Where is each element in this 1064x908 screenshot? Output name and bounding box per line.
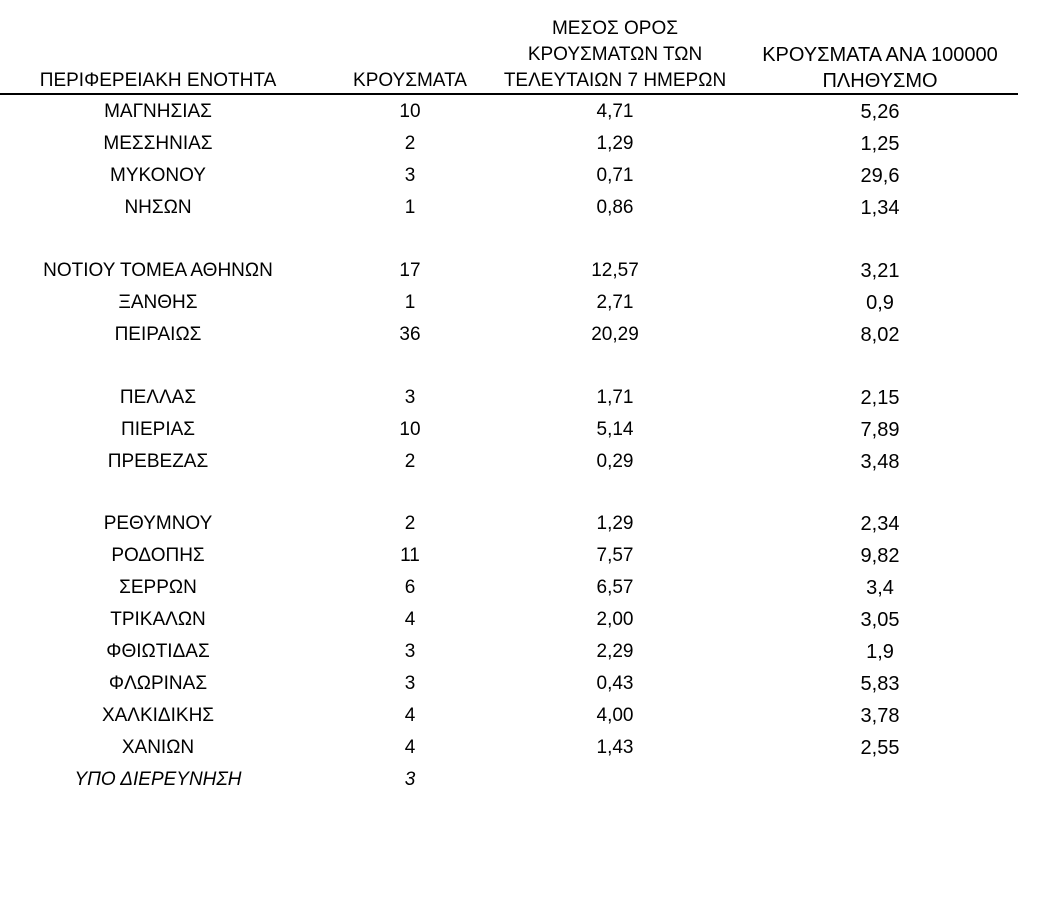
cell-avg7: 0,29: [596, 451, 634, 472]
cell-per100k: 3,4: [866, 577, 894, 599]
header-divider: [0, 93, 1018, 95]
cell-avg7: 1,29: [596, 133, 634, 154]
table-row: [0, 96, 1064, 128]
cell-per100k: 3,78: [860, 705, 900, 727]
cell-cases: 10: [399, 101, 421, 122]
cell-per100k: 2,55: [860, 737, 900, 759]
table-row-under-investigation: [0, 764, 1064, 796]
cell-cases: 1: [404, 292, 416, 313]
cell-region: ΝΗΣΩΝ: [124, 197, 192, 218]
cell-per100k: 0,9: [866, 292, 894, 314]
cell-avg7: 0,43: [596, 673, 634, 694]
cell-region: ΜΑΓΝΗΣΙΑΣ: [104, 101, 212, 122]
cell-cases: 10: [399, 419, 421, 440]
cell-avg7: 2,71: [596, 292, 634, 313]
header-per100k-line1: ΚΡΟΥΣΜΑΤΑ ΑΝΑ 100000: [762, 44, 998, 66]
table-row: [0, 732, 1064, 764]
table-row: [0, 319, 1064, 351]
table-row: [0, 540, 1064, 572]
table-row: [0, 700, 1064, 732]
cell-avg7: 1,71: [596, 387, 634, 408]
cell-cases: 3: [404, 673, 416, 694]
header-per100k-line2: ΠΛΗΘΥΣΜΟ: [822, 70, 938, 92]
cell-avg7: 0,71: [596, 165, 634, 186]
cell-avg7: 4,00: [596, 705, 634, 726]
cell-region: ΤΡΙΚΑΛΩΝ: [110, 609, 206, 630]
cell-per100k: 5,83: [860, 673, 900, 695]
cell-avg7: 1,29: [596, 513, 634, 534]
cell-cases: 4: [404, 609, 416, 630]
table-row: [0, 414, 1064, 446]
header-avg7: [490, 16, 740, 94]
cell-avg7: 1,43: [596, 737, 634, 758]
cell-per100k: 5,26: [860, 101, 900, 123]
cell-avg7: 6,57: [596, 577, 634, 598]
cell-avg7: 0,86: [596, 197, 634, 218]
table-row: [0, 382, 1064, 414]
cell-region: ΠΕΛΛΑΣ: [119, 387, 197, 408]
cell-cases: 4: [404, 737, 416, 758]
cell-cases: 4: [404, 705, 416, 726]
cell-cases: 11: [400, 545, 420, 566]
cell-per100k: 2,15: [860, 387, 900, 409]
cell-region: ΣΕΡΡΩΝ: [119, 577, 197, 598]
cell-region: ΜΥΚΟΝΟΥ: [110, 165, 206, 186]
cell-cases: 3: [404, 769, 416, 790]
cell-avg7: 7,57: [596, 545, 634, 566]
header-avg7-line3: ΤΕΛΕΥΤΑΙΩΝ 7 ΗΜΕΡΩΝ: [503, 70, 727, 91]
cell-cases: 6: [404, 577, 416, 598]
cell-region: ΧΑΛΚΙΔΙΚΗΣ: [101, 705, 215, 726]
cell-per100k: 9,82: [860, 545, 900, 567]
cell-region: ΥΠΟ ΔΙΕΡΕΥΝΗΣΗ: [74, 769, 242, 790]
table-row: [0, 192, 1064, 224]
cell-avg7: 2,29: [596, 641, 634, 662]
table-row: [0, 128, 1064, 160]
table-header: [0, 0, 1064, 94]
cell-per100k: 2,34: [860, 513, 900, 535]
table-row: [0, 287, 1064, 319]
cell-avg7: 20,29: [591, 324, 639, 345]
table-row: [0, 668, 1064, 700]
cell-per100k: 3,21: [860, 260, 900, 282]
cell-cases: 3: [404, 641, 416, 662]
cell-cases: 1: [404, 197, 416, 218]
cell-cases: 36: [399, 324, 421, 345]
cell-cases: 17: [399, 260, 421, 281]
table-row: [0, 636, 1064, 668]
cell-cases: 2: [404, 133, 416, 154]
cell-cases: 2: [404, 451, 416, 472]
cell-cases: 3: [404, 387, 416, 408]
cell-region: ΧΑΝΙΩΝ: [121, 737, 195, 758]
cell-per100k: 1,9: [866, 641, 894, 663]
cell-avg7: 2,00: [596, 609, 634, 630]
cell-per100k: 8,02: [860, 324, 900, 346]
cell-region: ΠΕΙΡΑΙΩΣ: [114, 324, 202, 345]
cell-avg7: 12,57: [591, 260, 639, 281]
cell-cases: 2: [404, 513, 416, 534]
cell-region: ΠΙΕΡΙΑΣ: [120, 419, 196, 440]
header-avg7-line1: ΜΕΣΟΣ ΟΡΟΣ: [551, 18, 679, 39]
cell-cases: 3: [404, 165, 416, 186]
header-region: ΠΕΡΙΦΕΡΕΙΑΚΗ ΕΝΟΤΗΤΑ: [39, 70, 277, 91]
cell-region: ΡΟΔΟΠΗΣ: [111, 545, 205, 566]
cell-region: ΞΑΝΘΗΣ: [118, 292, 198, 313]
header-avg7-line2: ΚΡΟΥΣΜΑΤΩΝ ΤΩΝ: [527, 44, 703, 65]
cell-per100k: 3,05: [860, 609, 900, 631]
table-row: [0, 508, 1064, 540]
header-cases: ΚΡΟΥΣΜΑΤΑ: [353, 70, 467, 91]
cell-region: ΝΟΤΙΟΥ ΤΟΜΕΑ ΑΘΗΝΩΝ: [43, 260, 273, 281]
cell-region: ΠΡΕΒΕΖΑΣ: [107, 451, 209, 472]
cell-per100k: 7,89: [860, 419, 900, 441]
cell-avg7: 4,71: [596, 101, 634, 122]
table-row: [0, 255, 1064, 287]
cell-per100k: 1,34: [860, 197, 900, 219]
cell-per100k: 3,48: [860, 451, 900, 473]
cell-avg7: 5,14: [596, 419, 634, 440]
cell-per100k: 29,6: [860, 165, 900, 187]
table-row: [0, 604, 1064, 636]
cell-region: ΡΕΘΥΜΝΟΥ: [103, 513, 213, 534]
table-row: [0, 572, 1064, 604]
header-per100k: [740, 42, 1020, 94]
cell-region: ΦΘΙΩΤΙΔΑΣ: [106, 641, 210, 662]
table-row: [0, 160, 1064, 192]
cell-region: ΜΕΣΣΗΝΙΑΣ: [103, 133, 213, 154]
cell-region: ΦΛΩΡΙΝΑΣ: [108, 673, 208, 694]
cell-per100k: 1,25: [860, 133, 900, 155]
table-row: [0, 446, 1064, 478]
